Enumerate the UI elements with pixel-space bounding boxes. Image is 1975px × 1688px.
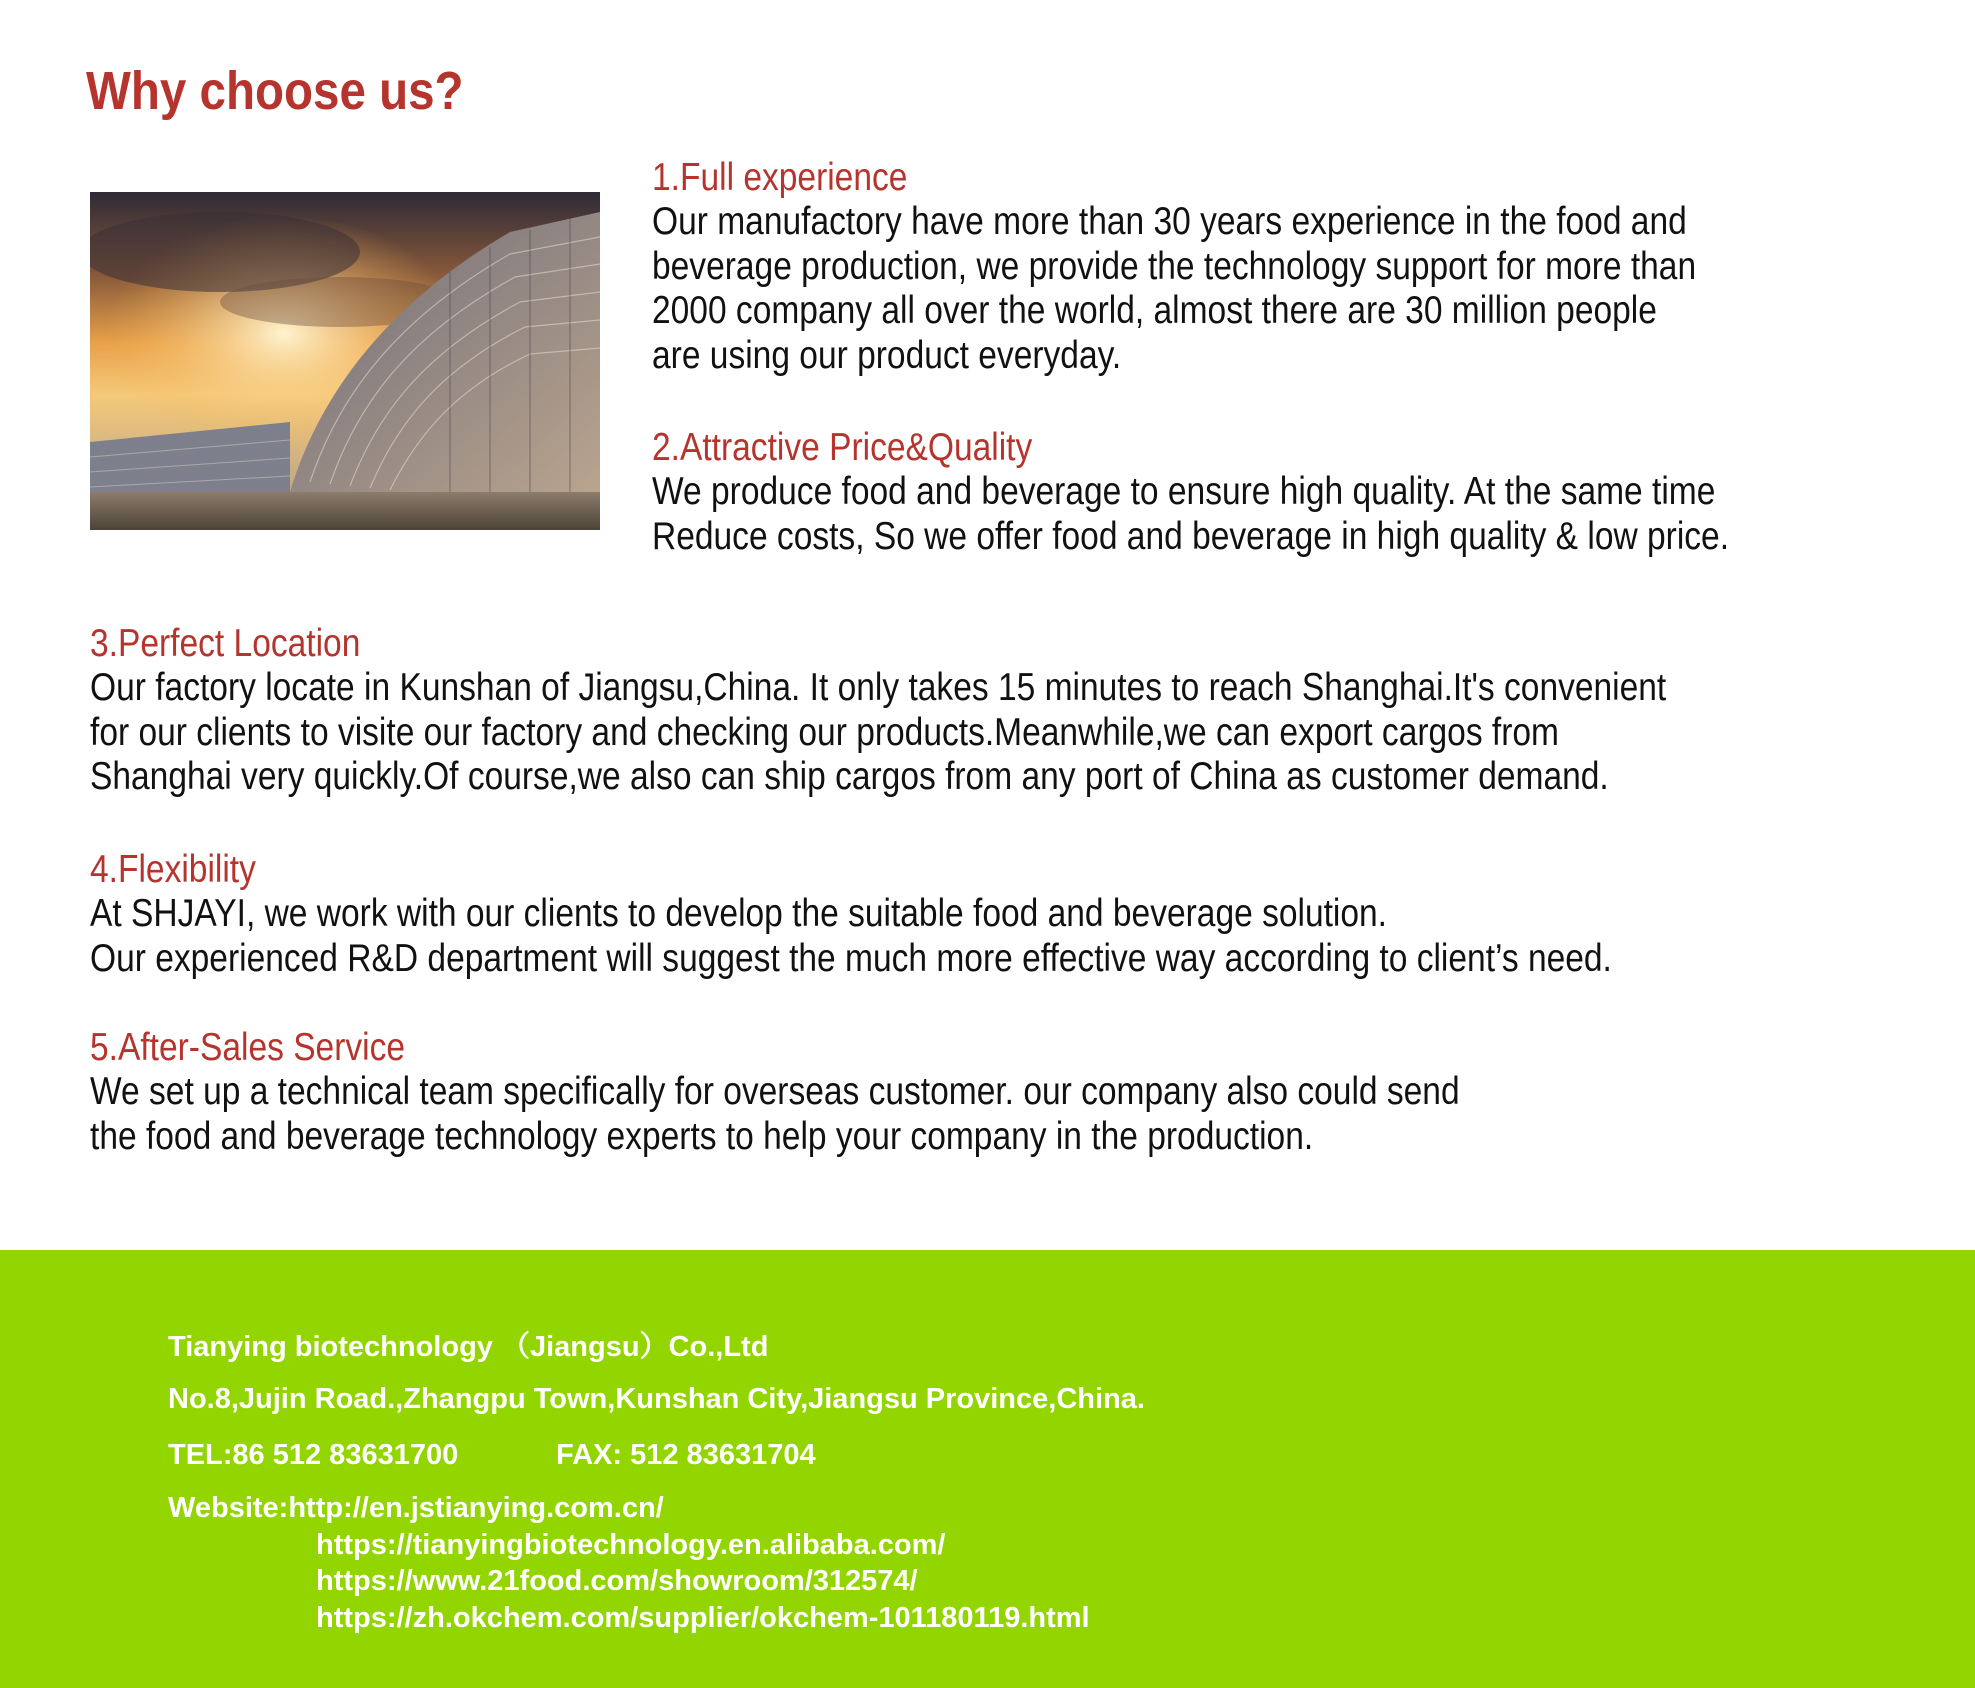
section-heading: 5.After-Sales Service (90, 1026, 406, 1069)
fax-number: FAX: 512 83631704 (556, 1439, 816, 1471)
website-link[interactable]: https://www.21food.com/showroom/312574/ (316, 1565, 918, 1597)
section-heading: 2.Attractive Price&Quality (652, 426, 1033, 469)
website-link[interactable]: Website:http://en.jstianying.com.cn/ (168, 1492, 664, 1524)
factory-building-icon (90, 192, 600, 530)
company-address: No.8,Jujin Road.,Zhangpu Town,Kunshan City,Jiangsu Province,China. (168, 1383, 1145, 1415)
company-name: Tianying biotechnology （Jiangsu）Co.,Ltd (168, 1331, 769, 1363)
section-text-line: beverage production, we provide the technology support for more than (652, 244, 1697, 288)
section-heading: 3.Perfect Location (90, 622, 361, 665)
section-full-experience (652, 156, 1866, 378)
section-text-line: Shanghai very quickly.Of course,we also can ship cargos from any port of China as customer demand. (90, 755, 1609, 799)
section-text-line: the food and beverage technology experts to help your company in the production. (90, 1114, 1314, 1158)
section-text-line: Our experienced R&D department will suggest the much more effective way according to client’s need. (90, 936, 1612, 980)
section-text-line: for our clients to visite our factory and checking our products.Meanwhile,we can export cargos from (90, 710, 1560, 754)
section-text-line: We produce food and beverage to ensure high quality. At the same time (652, 470, 1716, 513)
telephone-number: TEL:86 512 83631700 (168, 1439, 459, 1471)
section-price-quality (652, 426, 1904, 559)
section-text-line: Our factory locate in Kunshan of Jiangsu,China. It only takes 15 minutes to reach Shanghai.It's convenient (90, 666, 1667, 709)
section-heading: 1.Full experience (652, 156, 908, 199)
section-text-line: Our manufactory have more than 30 years experience in the food and (652, 200, 1687, 243)
section-text-line: At SHJAYI, we work with our clients to develop the suitable food and beverage solution. (90, 892, 1388, 935)
section-text-line: are using our product everyday. (652, 333, 1122, 377)
website-link[interactable]: https://zh.okchem.com/supplier/okchem-101180119.html (316, 1601, 1090, 1634)
section-text-line: Reduce costs, So we offer food and beverage in high quality & low price. (652, 514, 1730, 558)
section-perfect-location (90, 622, 1923, 800)
section-heading: 4.Flexibility (90, 848, 256, 891)
section-flexibility (90, 848, 1860, 981)
contact-footer (0, 1250, 1975, 1688)
website-link[interactable]: https://tianyingbiotechnology.en.alibaba.com/ (316, 1528, 946, 1561)
website-list (168, 1490, 1090, 1636)
section-text-line: 2000 company all over the world, almost there are 30 million people (652, 289, 1657, 333)
page-title: Why choose us? (86, 61, 464, 121)
factory-building-image (90, 192, 600, 530)
section-text-line: We set up a technical team specifically for overseas customer. our company also could send (90, 1070, 1460, 1113)
section-after-sales-service (90, 1026, 1683, 1159)
